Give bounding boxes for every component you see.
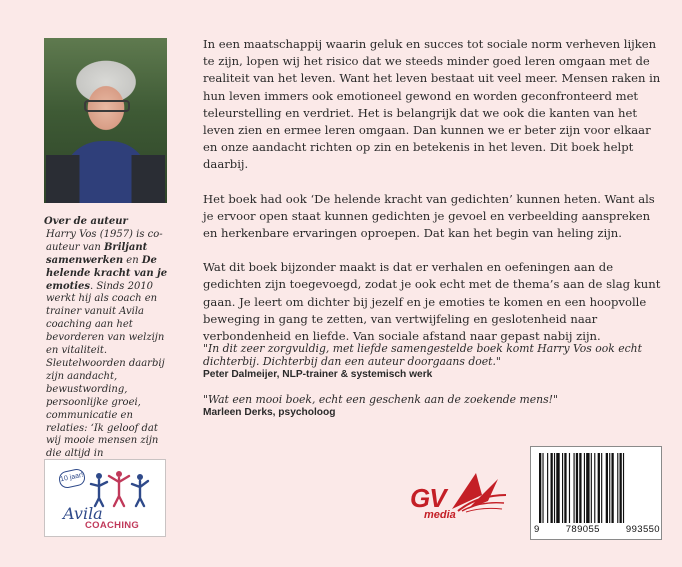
isbn-barcode bbox=[530, 446, 662, 540]
author-header: Over de auteur bbox=[44, 216, 128, 227]
paragraph: Het boek had ook ‘De helende kracht van gedichten’ kunnen heten. Want als je ervoor open staat kunnen gedichten je gevoel en verbeelding aanspreken en herkenbare ervaringen oproepen. Dat kan het begin van heling zijn. bbox=[203, 191, 655, 241]
barcode-bar bbox=[611, 453, 613, 523]
barcode-digit-group: 789055 bbox=[565, 524, 600, 535]
barcode-bar bbox=[554, 453, 555, 523]
barcode-bars bbox=[539, 453, 655, 523]
barcode-bar bbox=[591, 453, 592, 523]
barcode-bar bbox=[569, 453, 570, 523]
barcode-bar bbox=[542, 453, 543, 523]
barcode-bar bbox=[606, 453, 608, 523]
bio-book-title: De helende kracht van je emoties bbox=[46, 254, 168, 292]
barcode-bar bbox=[623, 453, 624, 523]
gv-media-logo bbox=[410, 465, 510, 525]
author-photo bbox=[44, 38, 167, 203]
barcode-bar bbox=[586, 453, 589, 523]
barcode-digit-group: 9 bbox=[534, 524, 540, 535]
avila-coaching-label: COACHING bbox=[85, 520, 140, 531]
book-pages-icon bbox=[448, 465, 510, 515]
paragraph: In een maatschappij waarin geluk en succes tot sociale norm verheven lijken te zijn, lopen wij het risico dat we steeds minder goed leren omgaan met de realiteit van het leven. Want het leven bestaat uit veel meer. Mensen raken in hun leven immers ook emotioneel gewond en worden geconfronteerd met teleurstelling en verdriet. Het is belangrijk dat we ook die kanten van het leven zien en ermee leren omgaan. Dan kunnen we er beter zijn voor elkaar en onze aandacht richten op zin en betekenis in het leven. Dit boek helpt daarbij. bbox=[203, 37, 661, 172]
barcode-bar bbox=[574, 453, 575, 523]
barcode-bar bbox=[598, 453, 600, 523]
barcode-bar bbox=[594, 453, 595, 523]
author-bio-text bbox=[44, 229, 170, 474]
endorsement-author: Marleen Derks, psycholoog bbox=[203, 406, 336, 418]
endorsement-quote: "Wat een mooi boek, echt een geschenk aan de zoekende mens!" bbox=[203, 392, 558, 406]
barcode-bar bbox=[609, 453, 610, 523]
endorsement-quote: "In dit zeer zorgvuldig, met liefde samengestelde boek komt Harry Vos ook echt dichterbij. Dichterbij dan een auteur doorgaans doet." bbox=[203, 342, 642, 369]
barcode-bar bbox=[556, 453, 559, 523]
gv-letters: GV bbox=[410, 483, 446, 513]
avila-name: Avila bbox=[63, 504, 103, 523]
endorsement-author: Peter Dalmeijer, NLP-trainer & systemisch werk bbox=[203, 369, 433, 381]
bio-part: . Sinds 2010 werkt hij als coach en trainer vanuit Avila coaching aan het bevorderen van welzijn en vitaliteit. Sleutelwoorden daarbij zijn aandacht, bewustwording, persoonlijke groei, communicatie en relaties: ‘Ik geloof dat wij mooie mensen zijn die altijd in bbox=[46, 280, 165, 460]
avila-coaching-logo bbox=[44, 459, 166, 537]
barcode-bar bbox=[562, 453, 563, 523]
bio-part: Harry Vos (1957) is co-auteur van bbox=[46, 228, 163, 253]
barcode-bar bbox=[551, 453, 553, 523]
barcode-bar bbox=[576, 453, 578, 523]
ten-years-badge: 10 jaar! bbox=[58, 467, 87, 489]
barcode-bar bbox=[579, 453, 581, 523]
author-glasses bbox=[84, 100, 130, 112]
back-cover-text bbox=[203, 36, 663, 362]
paragraph: Wat dit boek bijzonder maakt is dat er verhalen en oefeningen aan de gedichten zijn toegevoegd, zodat je ook echt met de thema’s aan de slag kunt gaan. Je leert om dichter bij jezelf en je emoties te komen en een hoopvolle beweging in gang te zetten, van vertwijfeling en geslotenheid naar verbondenheid en liefde. Van sociale afstand naar gepast nabij zijn. bbox=[203, 260, 661, 344]
barcode-bar bbox=[564, 453, 566, 523]
barcode-digits bbox=[534, 524, 660, 535]
barcode-bar bbox=[584, 453, 585, 523]
barcode-bar bbox=[601, 453, 602, 523]
author-jacket bbox=[46, 155, 165, 203]
dancing-figures-icon bbox=[85, 468, 155, 508]
bio-part: en bbox=[123, 254, 142, 266]
barcode-bar bbox=[620, 453, 622, 523]
barcode-bar bbox=[539, 453, 541, 523]
barcode-bar bbox=[617, 453, 618, 523]
media-label: media bbox=[424, 509, 456, 521]
author-bio bbox=[44, 216, 170, 474]
barcode-digit-group: 993550 bbox=[625, 524, 660, 535]
endorsements bbox=[203, 342, 663, 430]
bio-book-title: Briljant samenwerken bbox=[46, 241, 148, 266]
barcode-bar bbox=[547, 453, 548, 523]
